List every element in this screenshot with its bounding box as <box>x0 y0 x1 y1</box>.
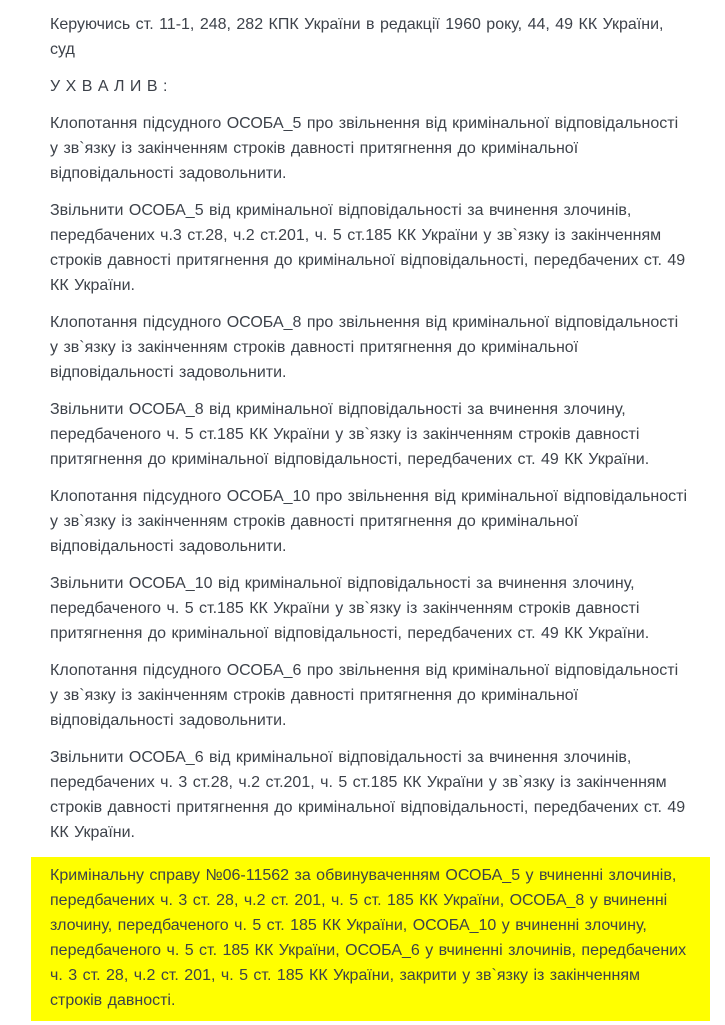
paragraph-motion-osoba-8: Клопотання підсудного ОСОБА_8 про звільнення від кримінальної відповідальності у зв`язку із закінченням строків давності притягнення до кримінальної відповідальності задовольнити. <box>50 314 679 381</box>
paragraph-release-osoba-10: Звільнити ОСОБА_10 від кримінальної відповідальності за вчинення злочину, передбаченого ч. 5 ст.185 КК України у зв`язку із закінченням строків давності притягнення до кримінальної відповідальності, передбачених ст. 49 КК України. <box>50 575 650 642</box>
paragraph-motion-osoba-10: Клопотання підсудного ОСОБА_10 про звільнення від кримінальної відповідальності у зв`язку із закінченням строків давності притягнення до кримінальної відповідальності задовольнити. <box>50 488 688 555</box>
paragraph-release-osoba-8: Звільнити ОСОБА_8 від кримінальної відповідальності за вчинення злочину, передбаченого ч. 5 ст.185 КК України у зв`язку із закінченням строків давності притягнення до кримінальної відповідальності, передбачених ст. 49 КК України. <box>50 401 650 468</box>
paragraph-guided-by-articles: Керуючись ст. 11-1, 248, 282 КПК України в редакції 1960 року, 44, 49 КК України, суд <box>50 16 664 58</box>
resolved-heading: У Х В А Л И В : <box>50 78 168 95</box>
paragraph-release-osoba-6: Звільнити ОСОБА_6 від кримінальної відповідальності за вчинення злочинів, передбачених ч. 3 ст.28, ч.2 ст.201, ч. 5 ст.185 КК України у зв`язку із закінченням строків давності притягнення до кримінальної відповідальності, передбачених ст. 49 КК України. <box>50 749 686 841</box>
paragraph-motion-osoba-6: Клопотання підсудного ОСОБА_6 про звільнення від кримінальної відповідальності у зв`язку із закінченням строків давності притягнення до кримінальної відповідальності задовольнити. <box>50 662 679 729</box>
paragraph-case-closure-highlighted: Кримінальну справу №06-11562 за обвинуваченням ОСОБА_5 у вчиненні злочинів, передбачених ч. 3 ст. 28, ч.2 ст. 201, ч. 5 ст. 185 КК України, ОСОБА_8 у вчиненні злочину, передбаченого ч. 5 ст. 185 КК України, ОСОБА_10 у вчиненні злочину, передбаченого ч. 5 ст. 185 КК України, ОСОБА_6 у вчиненні злочинів, передбачених ч. 3 ст. 28, ч.2 ст. 201, ч. 5 ст. 185 КК України, закрити у зв`язку із закінченням строків давності. <box>31 857 710 1021</box>
paragraph-release-osoba-5: Звільнити ОСОБА_5 від кримінальної відповідальності за вчинення злочинів, передбачених ч.3 ст.28, ч.2 ст.201, ч. 5 ст.185 КК України у зв`язку із закінченням строків давності притягнення до кримінальної відповідальності, передбачених ст. 49 КК України. <box>50 202 686 294</box>
document-text-column <box>50 12 690 1021</box>
paragraph-motion-osoba-5: Клопотання підсудного ОСОБА_5 про звільнення від кримінальної відповідальності у зв`язку із закінченням строків давності притягнення до кримінальної відповідальності задовольнити. <box>50 115 679 182</box>
